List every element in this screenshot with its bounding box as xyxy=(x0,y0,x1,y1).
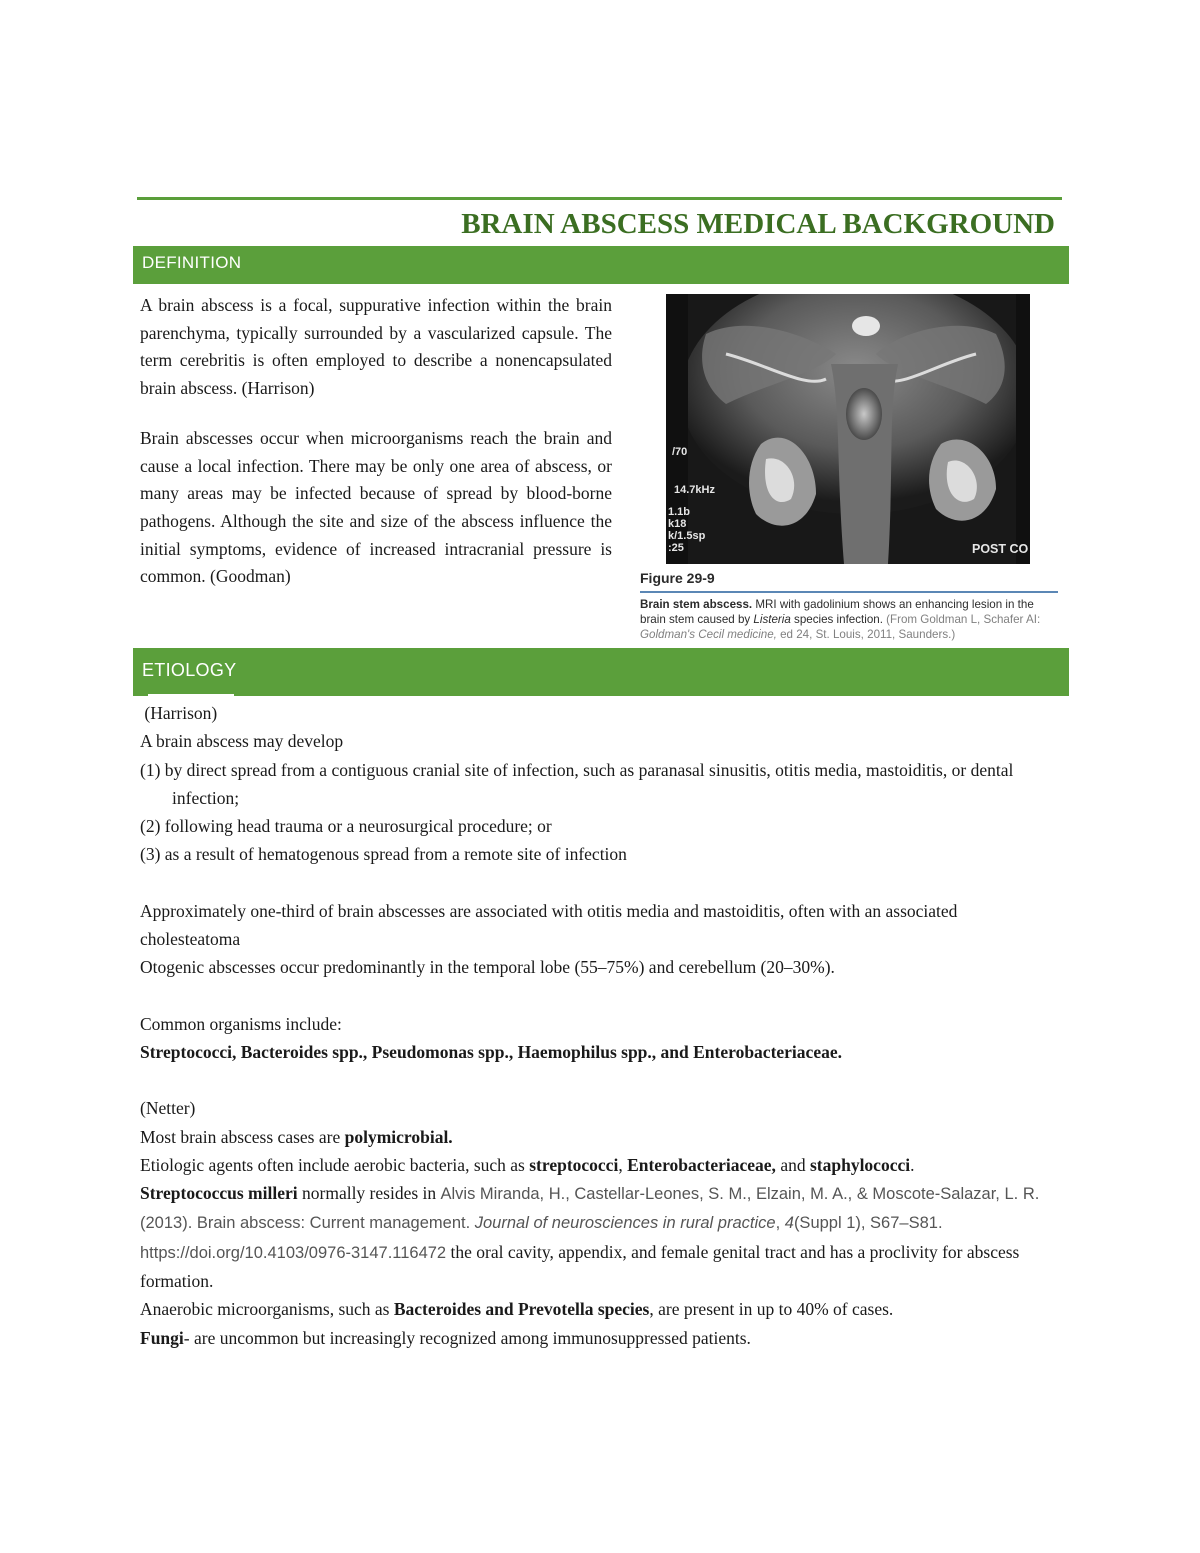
definition-paragraph: A brain abscess is a focal, suppurative infection within the brain parenchyma, typically surrounded by a vascularized capsule. The term cerebritis is often employed to describe a nonencapsulated brain abscess. (Harrison) xyxy=(140,295,612,399)
caption-text: species infection. xyxy=(790,613,883,627)
reference-harrison: (Harrison) xyxy=(140,703,218,723)
common-organisms-list: Streptococci, Bacteroides spp., Pseudomonas spp., Haemophilus spp., and Enterobacteriaceae. xyxy=(140,1041,842,1062)
mri-image xyxy=(666,294,1030,564)
etiology-text xyxy=(140,699,1060,1352)
definition-header-bar xyxy=(133,246,1069,284)
development-routes-list xyxy=(140,756,1060,869)
definition-text xyxy=(140,292,612,613)
list-item: (3) as a result of hematogenous spread from a remote site of infection xyxy=(140,844,627,865)
figure-caption xyxy=(640,597,1058,643)
mri-label: k/1.5sp xyxy=(668,530,706,542)
reference-netter: (Netter) xyxy=(140,1098,196,1119)
milleri-paragraph: Streptococcus milleri normally resides in Alvis Miranda, H., Castellar-Leones, S. M., Elzain, M. A., & Moscote-Salazar, L. R. (2013). Brain abscess: Current management. Journal of neurosciences in rural practice, 4(Suppl 1), S67–S81. https://doi.org/10.4103/0976-3147.116472 the oral cavity, appendix, and female genital tract and has a proclivity for abscess formation. xyxy=(140,1183,1040,1292)
figure-number: Figure 29-9 xyxy=(640,570,715,586)
mri-label: /70 xyxy=(672,446,688,458)
common-organisms-intro: Common organisms include: xyxy=(140,1013,342,1034)
list-item: (1) by direct spread from a contiguous cranial site of infection, such as paranasal sinusitis, otitis media, mastoiditis, or dental infection; xyxy=(140,759,1014,808)
etiologic-agents-line: Etiologic agents often include aerobic bacteria, such as streptococci, Enterobacteriaceae, and staphylococci. xyxy=(140,1154,915,1175)
caption-text: MRI with gadolinium shows an enhancing lesion in the brain stem caused by xyxy=(640,598,1034,627)
mri-label: 1.1b xyxy=(668,506,691,518)
caption-source: (From Goldman L, Schafer AI: Goldman's Cecil medicine, ed 24, St. Louis, 2011, Saunders.) xyxy=(640,613,1041,642)
definition-heading: DEFINITION xyxy=(142,253,242,272)
caption-bold: Brain stem abscess. xyxy=(640,598,753,611)
otitis-paragraph: Approximately one-third of brain abscesses are associated with otitis media and mastoiditis, often with an associated cholesteatoma xyxy=(140,900,958,950)
polymicrobial-line: Most brain abscess cases are polymicrobial. xyxy=(140,1126,453,1147)
mri-label: :25 xyxy=(668,542,684,554)
page-title: BRAIN ABSCESS MEDICAL BACKGROUND xyxy=(461,208,1055,240)
etiology-header-bar xyxy=(133,648,1069,696)
etiology-tab-underline xyxy=(148,694,234,697)
fungi-line: Fungi- are uncommon but increasingly recognized among immunosuppressed patients. xyxy=(140,1327,751,1348)
etiology-intro: A brain abscess may develop xyxy=(140,731,344,752)
figure-mri xyxy=(640,294,1058,646)
etiology-heading: ETIOLOGY xyxy=(142,660,237,680)
mri-label: 14.7kHz xyxy=(674,484,715,496)
anaerobic-line: Anaerobic microorganisms, such as Bacteroides and Prevotella species, are present in up to 40% of cases. xyxy=(140,1299,894,1320)
mri-label-post: POST CO xyxy=(972,542,1029,556)
caption-italic: Listeria xyxy=(753,613,791,627)
mri-label: k18 xyxy=(668,518,687,530)
citation: Alvis Miranda, H., Castellar-Leones, S. M., Elzain, M. A., & Moscote-Salazar, L. R. (2013). Brain abscess: Current management. Journal of neurosciences in rural practice, 4(Suppl 1), S67–S81. https://doi.org/10.4103/0976-3147.116472 xyxy=(140,1185,1040,1262)
title-rule xyxy=(137,197,1062,200)
otogenic-paragraph: Otogenic abscesses occur predominantly in the temporal lobe (55–75%) and cerebellum (20–30%). xyxy=(140,957,835,978)
definition-paragraph-2: Brain abscesses occur when microorganisms reach the brain and cause a local infection. There may be only one area of abscess, or many areas may be infected because of spread by blood-borne pathogens. Although the site and size of the abscess influence the initial symptoms, evidence of increased intracranial pressure is common. (Goodman) xyxy=(140,427,612,587)
list-item: (2) following head trauma or a neurosurgical procedure; or xyxy=(140,816,552,837)
figure-rule xyxy=(640,591,1058,593)
